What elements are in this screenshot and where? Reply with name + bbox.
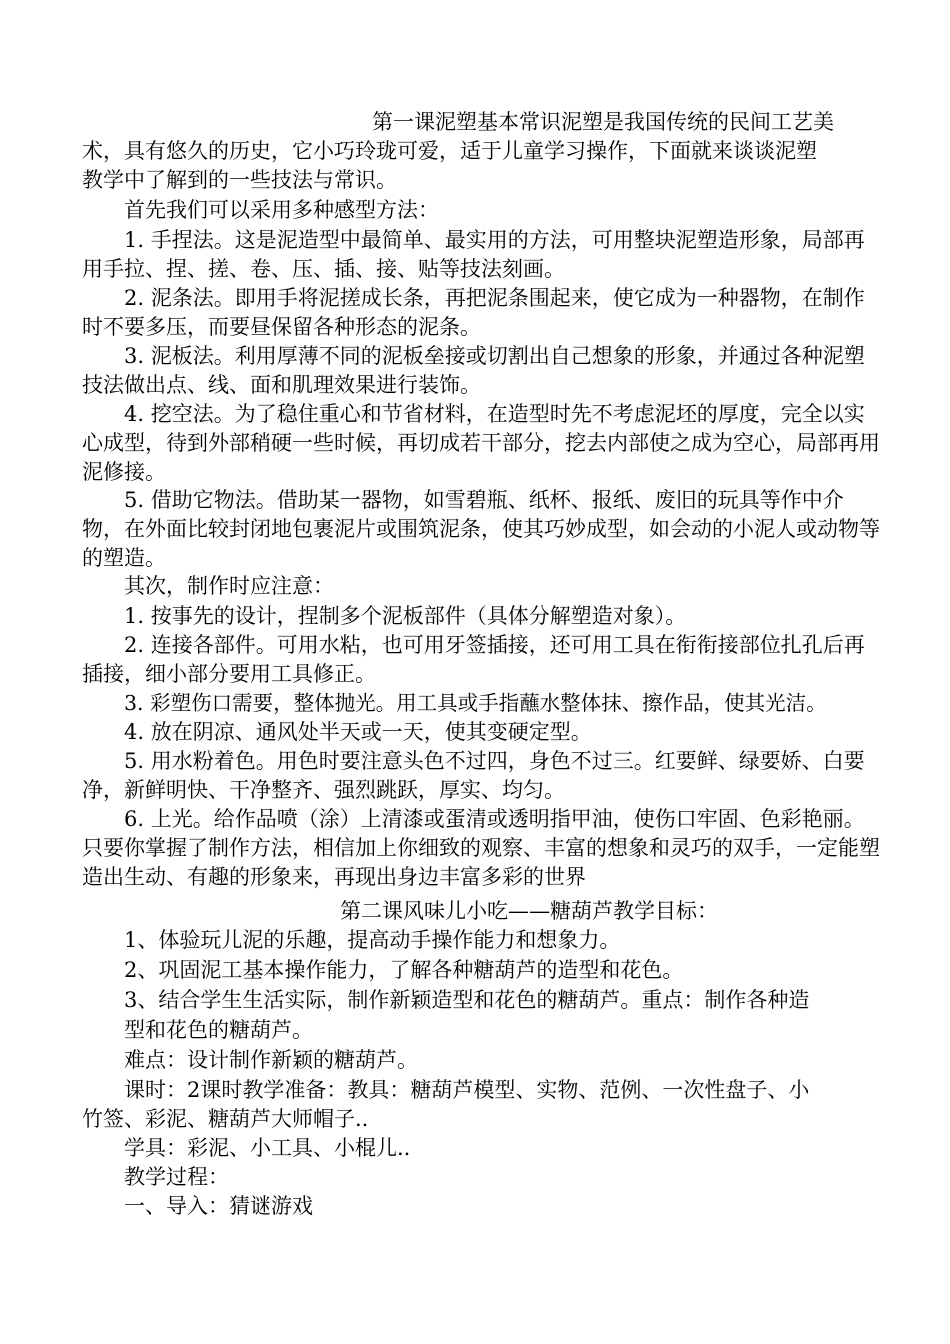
teaching-process: 教学过程：	[124, 1165, 229, 1189]
method-clay-strip: 2. 泥条法。即用手将泥搓成长条，再把泥条围起来，使它成为一种器物，在制作时不要多压，而要昼保留各种形态的泥条。	[82, 286, 865, 339]
lesson1-title-line3: 教学中了解到的一些技法与常识。	[82, 168, 397, 192]
method-hand-pinch: 1. 手捏法。这是泥造型中最简单、最实用的方法，可用整块泥塑造形象，局部再用手拉、捏、搓、卷、压、插、接、贴等技法刻画。	[82, 228, 865, 281]
note-3: 3. 彩塑伤口需要，整体抛光。用工具或手指蘸水整体抹、擦作品，使其光洁。	[124, 691, 827, 715]
method-clay-slab: 3. 泥板法。利用厚薄不同的泥板垒接或切割出自己想象的形象，并通过各种泥塑技法做出点、线、面和肌理效果进行装饰。	[82, 344, 865, 397]
step-1-intro: 一、导入：猜谜游戏	[124, 1194, 313, 1218]
note-6: 6. 上光。给作品喷（涂）上清漆或蛋清或透明指甲油，使伤口牢固、色彩艳丽。只要你掌握了制作方法，相信加上你细致的观察、丰富的想象和灵巧的双手，一定能塑造出生动、有趣的形象来，再现出身边丰富多彩的世界	[82, 807, 880, 889]
prep-line2: 竹签、彩泥、糖葫芦大师帽子..	[82, 1107, 369, 1131]
lesson1-title-line1: 第一课泥塑基本常识泥塑是我国传统的民间工艺美	[372, 110, 834, 134]
goal-2: 2、巩固泥工基本操作能力，了解各种糖葫芦的造型和花色。	[124, 958, 684, 982]
method-borrow-object: 5. 借助它物法。借助某一器物，如雪碧瓶、纸杯、报纸、废旧的玩具等作中介物，在外面比较封闭地包裹泥片或围筑泥条，使其巧妙成型，如会动的小泥人或动物等的塑造。	[82, 488, 880, 570]
difficulty: 难点：设计制作新颖的糖葫芦。	[124, 1048, 418, 1072]
goal-1: 1、体验玩儿泥的乐趣，提高动手操作能力和想象力。	[124, 928, 621, 952]
lesson2-title: 第二课风味儿小吃——糖葫芦教学目标：	[340, 899, 718, 923]
note-1: 1. 按事先的设计，捏制多个泥板部件（具体分解塑造对象）。	[124, 604, 687, 628]
lesson1-title-line2: 术，具有悠久的历史，它小巧玲珑可爱，适于儿童学习操作，下面就来谈谈泥塑	[82, 139, 817, 163]
goal-3-line2: 型和花色的糖葫芦。	[124, 1018, 313, 1042]
note-5: 5. 用水粉着色。用色时要注意头色不过四，身色不过三。红要鲜、绿要娇、白要净，新鲜明快、干净整齐、强烈跳跃，厚实、均匀。	[82, 749, 865, 802]
method-hollow: 4. 挖空法。为了稳住重心和节省材料，在造型时先不考虑泥坯的厚度，完全以实心成型，待到外部稍硬一些时候，再切成若干部分，挖去内部使之成为空心，局部再用泥修接。	[82, 402, 880, 484]
goal-3-line1: 3、结合学生生活实际，制作新颖造型和花色的糖葫芦。重点：制作各种造	[124, 988, 810, 1012]
note-2: 2. 连接各部件。可用水粘，也可用牙签插接，还可用工具在衔衔接部位扎孔后再插接，细小部分要用工具修正。	[82, 633, 865, 686]
note-4: 4. 放在阴凉、通风处半天或一天，使其变硬定型。	[124, 720, 592, 744]
notes-title: 其次，制作时应注意：	[124, 574, 334, 598]
prep-line1: 课时：2课时教学准备：教具：糖葫芦模型、实物、范例、一次性盘子、小	[124, 1078, 810, 1102]
student-tools: 学具：彩泥、小工具、小棍儿..	[124, 1136, 411, 1160]
methods-intro: 首先我们可以采用多种感型方法：	[124, 198, 439, 222]
